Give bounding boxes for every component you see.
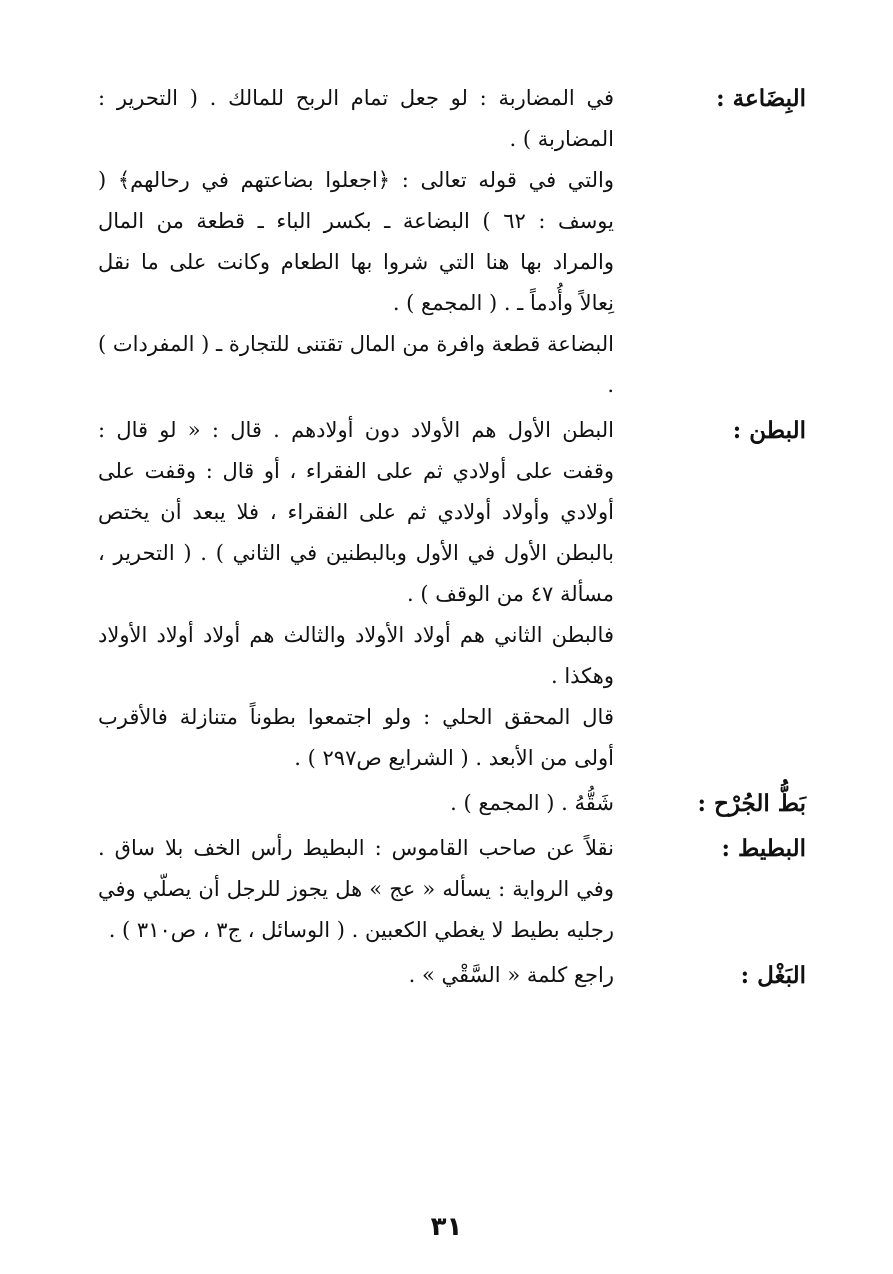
definition-paragraph: نقلاً عن صاحب القاموس : البطيط رأس الخف بلا ساق . وفي الرواية : يسأله « عج » هل يجوز للرجل أن يصلّي وفي رجليه بطيط لا يغطي الكعبين . ( الوسائل ، ج٣ ، ص٣١٠ ) .: [98, 836, 614, 942]
definition-paragraph: قال المحقق الحلي : ولو اجتمعوا بطوناً متنازلة فالأقرب أولى من الأبعد . ( الشرايع ص٢٩٧ ) .: [98, 705, 614, 770]
page-number: ٣١: [430, 1212, 463, 1242]
entry-definition: [98, 410, 614, 779]
entry-term: البِضَاعة :: [716, 85, 806, 112]
glossary-entry: [98, 78, 806, 406]
glossary-entry: [98, 410, 806, 779]
definition-paragraph: البضاعة قطعة وافرة من المال تقتنى للتجارة ـ ( المفردات ) .: [98, 332, 614, 397]
definition-paragraph: والتي في قوله تعالى : ﴿اجعلوا بضاعتهم في رحالهم﴾ ( يوسف : ٦٢ ) البضاعة ـ بكسر الباء ـ قطعة من المال والمراد بها هنا التي شروا بها الطعام وكانت على ما نقل نِعالاً وأُدماً ـ . ( المجمع ) .: [98, 168, 615, 315]
definition-paragraph: فالبطن الثاني هم أولاد الأولاد والثالث هم أولاد أولاد الأولاد وهكذا .: [98, 623, 614, 688]
definition-paragraph: شَقُّهُ . ( المجمع ) .: [450, 791, 614, 815]
entry-term: البَغْل :: [740, 962, 806, 989]
entry-term: البطن :: [732, 417, 806, 444]
entry-definition: [98, 828, 614, 951]
glossary-entry: [98, 783, 806, 824]
definition-paragraph: البطن الأول هم الأولاد دون أولادهم . قال : « لو قال : وقفت على أولادي ثم على الفقراء ، أو قال : وقفت على أولادي وأولاد أولادي ثم على الفقراء ، فلا يبعد أن يختص بالبطن الأول في الأول وبالبطنين في الثاني ) . ( التحرير ، مسألة ٤٧ من الوقف ) .: [98, 418, 614, 606]
glossary-entry: [98, 955, 806, 996]
glossary-entries: [98, 78, 806, 996]
entry-definition: [98, 955, 614, 996]
glossary-entry: [98, 828, 806, 951]
definition-paragraph: راجع كلمة « السَّقْي » .: [408, 963, 614, 987]
entry-definition: [98, 78, 614, 406]
entry-definition: [98, 783, 614, 824]
entry-term: بَطُّ الجُرْح :: [697, 790, 806, 817]
definition-paragraph: في المضاربة : لو جعل تمام الربح للمالك . ( التحرير : المضاربة ) .: [98, 86, 614, 151]
entry-term: البطيط :: [721, 835, 806, 862]
